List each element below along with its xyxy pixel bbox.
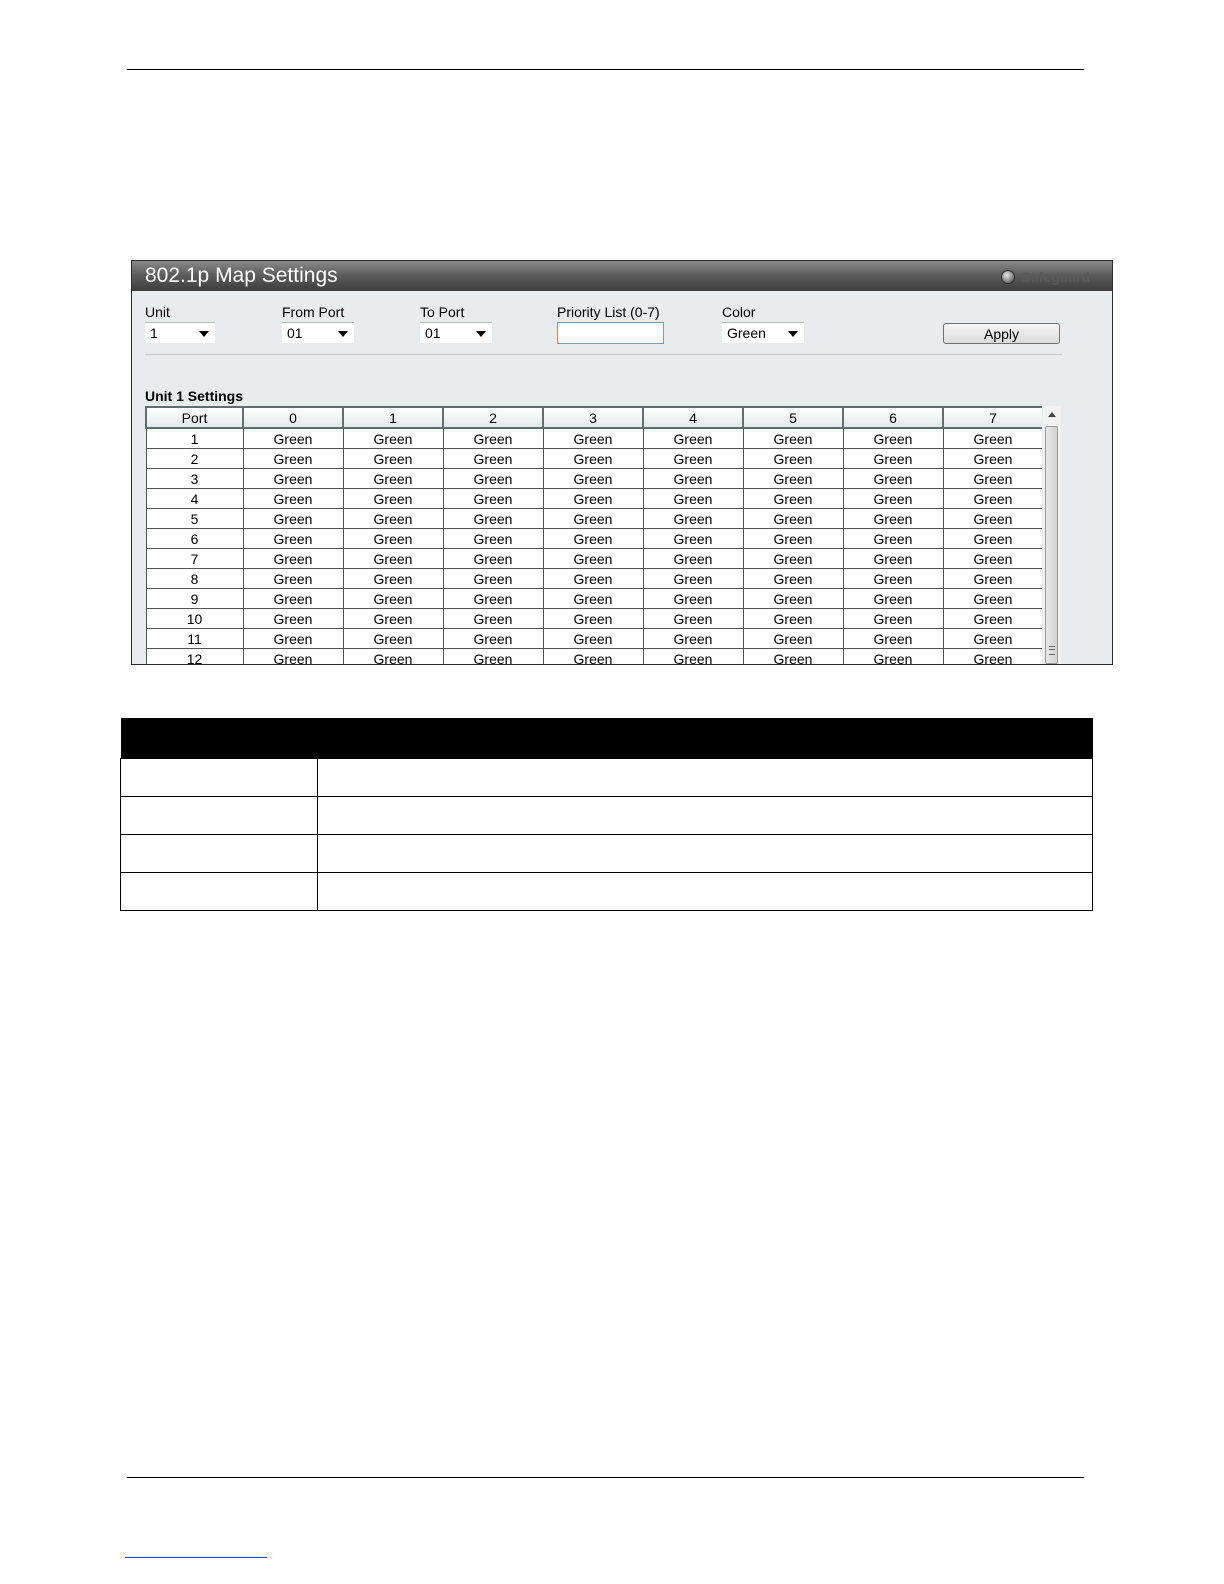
priority-color-cell: Green bbox=[743, 529, 843, 549]
priority-color-cell: Green bbox=[243, 489, 343, 509]
column-header-priority-6: 6 bbox=[843, 407, 943, 428]
priority-color-cell: Green bbox=[643, 529, 743, 549]
table-row bbox=[146, 509, 1042, 529]
priority-color-cell: Green bbox=[643, 609, 743, 629]
priority-color-cell: Green bbox=[743, 549, 843, 569]
priority-color-cell: Green bbox=[243, 609, 343, 629]
priority-color-cell: Green bbox=[743, 428, 843, 449]
priority-color-cell: Green bbox=[643, 428, 743, 449]
priority-color-cell: Green bbox=[443, 449, 543, 469]
chevron-down-icon bbox=[788, 331, 798, 337]
table-row bbox=[146, 569, 1042, 589]
footer-link-underline bbox=[125, 1557, 267, 1558]
safeguard-indicator bbox=[1001, 268, 1090, 286]
priority-color-cell: Green bbox=[343, 629, 443, 649]
from-port-select-value: 01 bbox=[287, 325, 303, 341]
priority-color-cell: Green bbox=[843, 589, 943, 609]
description-cell bbox=[121, 873, 318, 911]
priority-color-cell: Green bbox=[243, 529, 343, 549]
priority-color-cell: Green bbox=[843, 529, 943, 549]
description-cell bbox=[121, 797, 318, 835]
priority-color-cell: Green bbox=[243, 649, 343, 665]
priority-color-cell: Green bbox=[943, 449, 1042, 469]
port-cell: 12 bbox=[146, 649, 243, 665]
priority-color-cell: Green bbox=[643, 569, 743, 589]
priority-color-cell: Green bbox=[343, 449, 443, 469]
priority-color-cell: Green bbox=[643, 449, 743, 469]
priority-color-cell: Green bbox=[343, 549, 443, 569]
description-header-description bbox=[318, 718, 1093, 759]
priority-color-cell: Green bbox=[643, 549, 743, 569]
priority-color-cell: Green bbox=[543, 549, 643, 569]
to-port-select-value: 01 bbox=[425, 325, 441, 341]
priority-color-cell: Green bbox=[843, 469, 943, 489]
priority-color-cell: Green bbox=[743, 569, 843, 589]
priority-color-cell: Green bbox=[843, 629, 943, 649]
table-row bbox=[146, 629, 1042, 649]
priority-color-cell: Green bbox=[343, 609, 443, 629]
port-cell: 3 bbox=[146, 469, 243, 489]
from-port-label: From Port bbox=[282, 304, 345, 320]
from-port-select[interactable] bbox=[282, 322, 354, 343]
priority-color-cell: Green bbox=[443, 428, 543, 449]
priority-color-cell: Green bbox=[743, 649, 843, 665]
panel-header bbox=[132, 261, 1112, 291]
priority-color-cell: Green bbox=[543, 609, 643, 629]
description-table-header bbox=[121, 718, 1093, 759]
description-cell bbox=[318, 797, 1093, 835]
apply-button[interactable]: Apply bbox=[943, 323, 1060, 344]
priority-color-cell: Green bbox=[943, 569, 1042, 589]
priority-color-cell: Green bbox=[443, 549, 543, 569]
port-cell: 10 bbox=[146, 609, 243, 629]
priority-color-cell: Green bbox=[443, 509, 543, 529]
priority-color-cell: Green bbox=[243, 449, 343, 469]
priority-color-cell: Green bbox=[243, 428, 343, 449]
priority-color-cell: Green bbox=[843, 489, 943, 509]
table-header-row bbox=[146, 407, 1042, 428]
description-header-parameter bbox=[121, 718, 318, 759]
grip-icon bbox=[1049, 646, 1055, 655]
table-row bbox=[146, 489, 1042, 509]
port-cell: 9 bbox=[146, 589, 243, 609]
priority-color-cell: Green bbox=[243, 509, 343, 529]
unit-settings-table-viewport bbox=[145, 406, 1042, 664]
priority-color-cell: Green bbox=[943, 649, 1042, 665]
priority-color-cell: Green bbox=[343, 489, 443, 509]
priority-color-cell: Green bbox=[943, 489, 1042, 509]
priority-color-cell: Green bbox=[443, 649, 543, 665]
priority-color-cell: Green bbox=[443, 609, 543, 629]
status-dot-icon bbox=[1001, 270, 1015, 284]
unit-select-value: 1 bbox=[150, 325, 158, 341]
priority-color-cell: Green bbox=[543, 529, 643, 549]
priority-color-cell: Green bbox=[843, 649, 943, 665]
priority-color-cell: Green bbox=[543, 509, 643, 529]
chevron-down-icon bbox=[476, 331, 486, 337]
priority-color-cell: Green bbox=[643, 489, 743, 509]
column-header-priority-0: 0 bbox=[243, 407, 343, 428]
priority-color-cell: Green bbox=[243, 569, 343, 589]
priority-color-cell: Green bbox=[543, 649, 643, 665]
priority-color-cell: Green bbox=[743, 629, 843, 649]
to-port-select[interactable] bbox=[420, 322, 492, 343]
priority-color-cell: Green bbox=[843, 509, 943, 529]
table-row bbox=[146, 469, 1042, 489]
priority-color-cell: Green bbox=[643, 469, 743, 489]
priority-color-cell: Green bbox=[943, 428, 1042, 449]
scroll-up-arrow-icon[interactable] bbox=[1048, 412, 1056, 417]
table-body bbox=[146, 428, 1042, 664]
unit-select[interactable] bbox=[145, 322, 215, 343]
priority-color-cell: Green bbox=[343, 509, 443, 529]
priority-color-cell: Green bbox=[343, 469, 443, 489]
bottom-page-rule bbox=[127, 1477, 1084, 1478]
priority-color-cell: Green bbox=[643, 509, 743, 529]
priority-color-cell: Green bbox=[243, 469, 343, 489]
port-cell: 1 bbox=[146, 428, 243, 449]
priority-color-cell: Green bbox=[843, 449, 943, 469]
priority-color-cell: Green bbox=[543, 489, 643, 509]
table-row bbox=[146, 549, 1042, 569]
priority-color-cell: Green bbox=[443, 469, 543, 489]
priority-list-input[interactable] bbox=[557, 322, 664, 344]
priority-color-cell: Green bbox=[343, 569, 443, 589]
column-header-priority-4: 4 bbox=[643, 407, 743, 428]
description-row bbox=[121, 873, 1093, 911]
priority-color-cell: Green bbox=[343, 649, 443, 665]
priority-color-cell: Green bbox=[743, 489, 843, 509]
priority-color-cell: Green bbox=[343, 589, 443, 609]
color-label: Color bbox=[722, 304, 756, 320]
description-cell bbox=[318, 835, 1093, 873]
priority-color-cell: Green bbox=[543, 428, 643, 449]
priority-color-cell: Green bbox=[743, 609, 843, 629]
priority-color-cell: Green bbox=[643, 649, 743, 665]
port-cell: 7 bbox=[146, 549, 243, 569]
priority-color-cell: Green bbox=[543, 629, 643, 649]
priority-color-cell: Green bbox=[843, 569, 943, 589]
column-header-priority-5: 5 bbox=[743, 407, 843, 428]
description-cell bbox=[121, 759, 318, 797]
table-row bbox=[146, 609, 1042, 629]
table-row bbox=[146, 529, 1042, 549]
color-select-value: Green bbox=[727, 325, 766, 341]
priority-color-cell: Green bbox=[443, 529, 543, 549]
chevron-down-icon bbox=[199, 331, 209, 337]
chevron-down-icon bbox=[338, 331, 348, 337]
priority-color-cell: Green bbox=[243, 629, 343, 649]
port-cell: 8 bbox=[146, 569, 243, 589]
port-cell: 11 bbox=[146, 629, 243, 649]
column-header-priority-7: 7 bbox=[943, 407, 1042, 428]
form-divider bbox=[145, 354, 1062, 355]
port-cell: 5 bbox=[146, 509, 243, 529]
priority-color-cell: Green bbox=[943, 629, 1042, 649]
safeguard-label: Safeguard bbox=[1021, 269, 1090, 285]
unit-settings-table bbox=[145, 406, 1042, 664]
priority-color-cell: Green bbox=[843, 428, 943, 449]
priority-color-cell: Green bbox=[343, 529, 443, 549]
description-cell bbox=[121, 835, 318, 873]
priority-color-cell: Green bbox=[643, 629, 743, 649]
top-page-rule bbox=[127, 69, 1084, 70]
priority-color-cell: Green bbox=[543, 589, 643, 609]
priority-color-cell: Green bbox=[843, 549, 943, 569]
column-header-priority-1: 1 bbox=[343, 407, 443, 428]
panel-title: 802.1p Map Settings bbox=[145, 264, 338, 287]
column-header-priority-2: 2 bbox=[443, 407, 543, 428]
priority-color-cell: Green bbox=[543, 469, 643, 489]
priority-color-cell: Green bbox=[943, 589, 1042, 609]
priority-color-cell: Green bbox=[243, 549, 343, 569]
priority-color-cell: Green bbox=[243, 589, 343, 609]
column-header-port: Port bbox=[146, 407, 243, 428]
port-cell: 6 bbox=[146, 529, 243, 549]
to-port-label: To Port bbox=[420, 304, 465, 320]
priority-color-cell: Green bbox=[943, 529, 1042, 549]
priority-color-cell: Green bbox=[543, 569, 643, 589]
priority-color-cell: Green bbox=[743, 469, 843, 489]
priority-color-cell: Green bbox=[443, 569, 543, 589]
description-row bbox=[121, 835, 1093, 873]
priority-color-cell: Green bbox=[943, 609, 1042, 629]
map-settings-panel bbox=[131, 260, 1113, 665]
priority-color-cell: Green bbox=[943, 509, 1042, 529]
port-cell: 4 bbox=[146, 489, 243, 509]
priority-color-cell: Green bbox=[343, 428, 443, 449]
priority-color-cell: Green bbox=[443, 629, 543, 649]
table-row bbox=[146, 649, 1042, 665]
priority-color-cell: Green bbox=[643, 589, 743, 609]
priority-color-cell: Green bbox=[943, 469, 1042, 489]
priority-color-cell: Green bbox=[743, 509, 843, 529]
column-header-priority-3: 3 bbox=[543, 407, 643, 428]
description-row bbox=[121, 797, 1093, 835]
table-scrollbar[interactable] bbox=[1043, 406, 1061, 664]
parameter-description-table bbox=[120, 718, 1093, 911]
priority-color-cell: Green bbox=[443, 589, 543, 609]
priority-color-cell: Green bbox=[443, 489, 543, 509]
description-row bbox=[121, 759, 1093, 797]
unit-settings-heading: Unit 1 Settings bbox=[145, 388, 244, 404]
table-row bbox=[146, 589, 1042, 609]
priority-color-cell: Green bbox=[943, 549, 1042, 569]
priority-color-cell: Green bbox=[743, 589, 843, 609]
priority-color-cell: Green bbox=[843, 609, 943, 629]
description-cell bbox=[318, 873, 1093, 911]
priority-list-label: Priority List (0-7) bbox=[557, 304, 660, 320]
unit-label: Unit bbox=[145, 304, 170, 320]
description-cell bbox=[318, 759, 1093, 797]
port-cell: 2 bbox=[146, 449, 243, 469]
priority-color-cell: Green bbox=[743, 449, 843, 469]
priority-color-cell: Green bbox=[543, 449, 643, 469]
table-row bbox=[146, 428, 1042, 449]
table-row bbox=[146, 449, 1042, 469]
color-select[interactable] bbox=[722, 322, 804, 343]
scrollbar-thumb[interactable] bbox=[1045, 426, 1058, 664]
